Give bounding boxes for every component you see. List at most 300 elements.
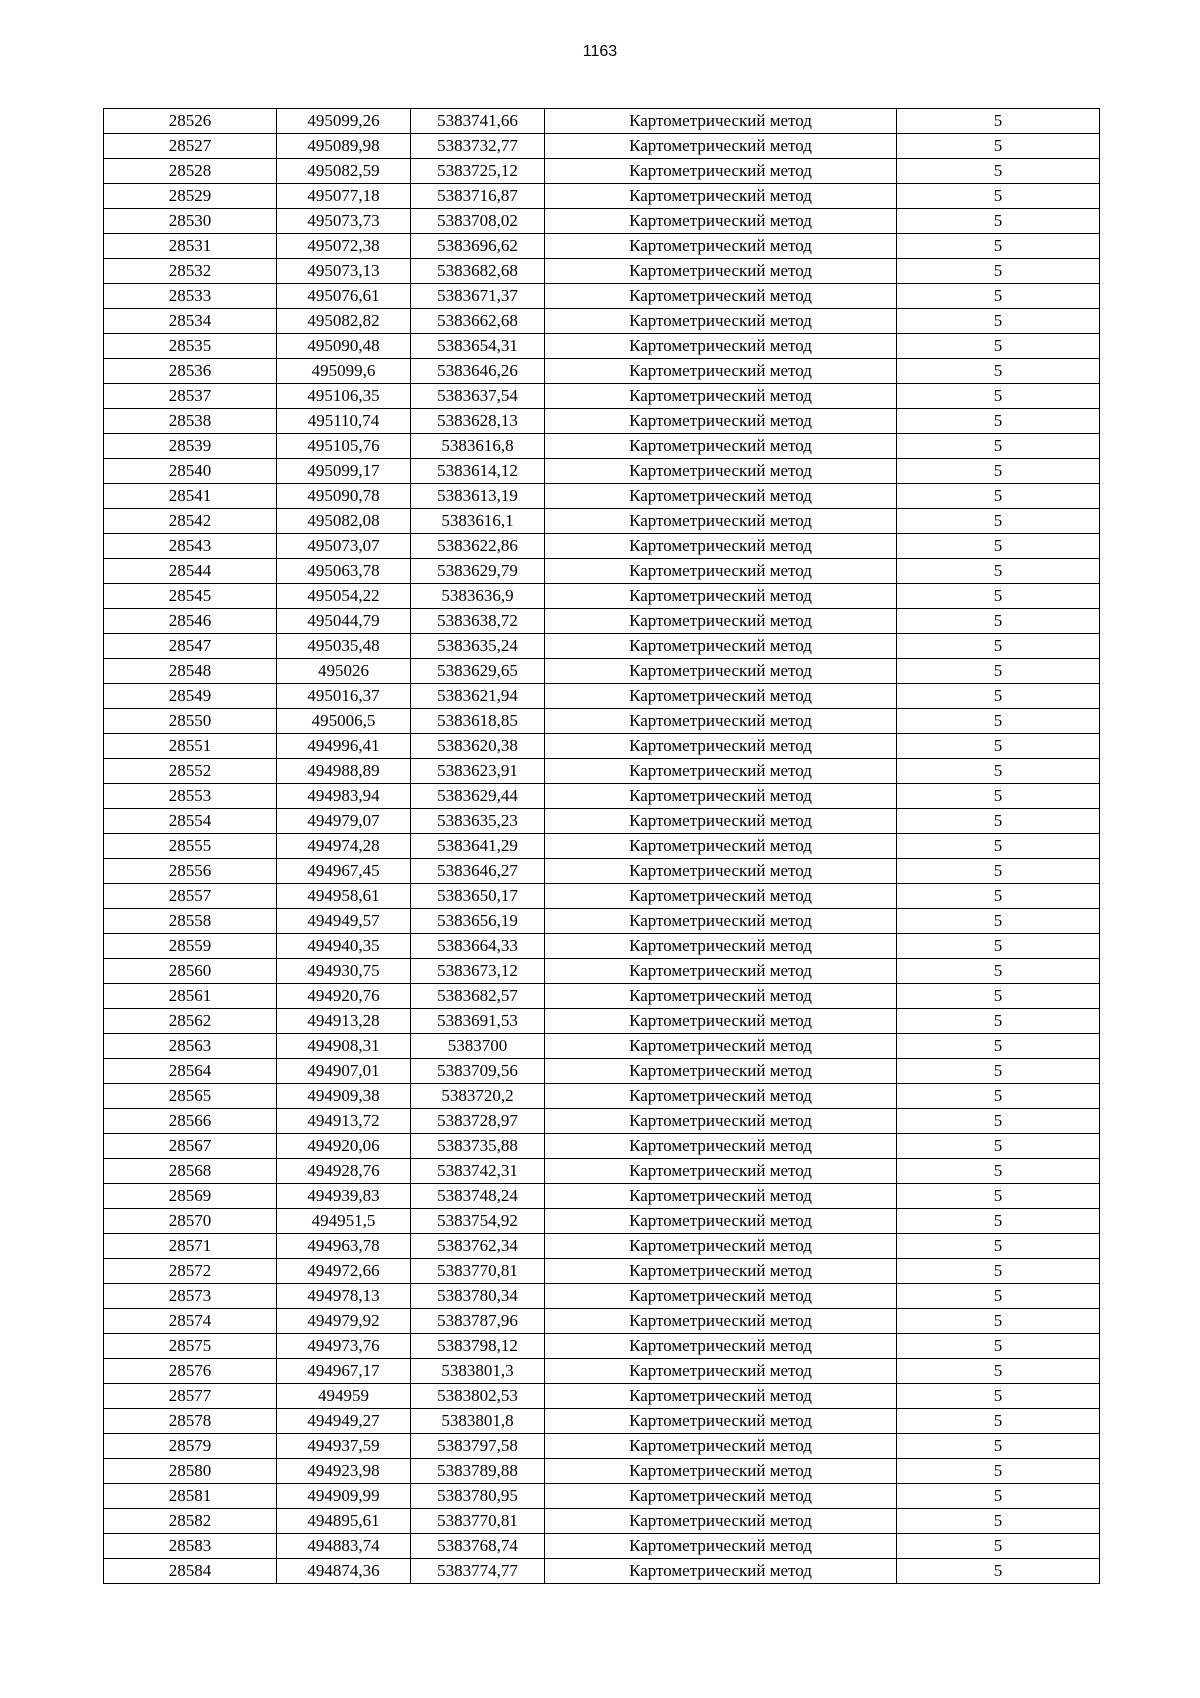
precision-cell: 5 (897, 109, 1100, 134)
x-coordinate-cell: 494974,28 (277, 834, 411, 859)
precision-cell: 5 (897, 359, 1100, 384)
point-number-cell: 28575 (104, 1334, 277, 1359)
table-row (104, 359, 1100, 384)
x-coordinate-cell: 494979,92 (277, 1309, 411, 1334)
method-cell: Картометрический метод (545, 1034, 897, 1059)
point-number-cell: 28560 (104, 959, 277, 984)
precision-cell: 5 (897, 1284, 1100, 1309)
table-row (104, 1084, 1100, 1109)
point-number-cell: 28549 (104, 684, 277, 709)
x-coordinate-cell: 494909,38 (277, 1084, 411, 1109)
page-number: 1163 (582, 43, 618, 60)
point-number-cell: 28554 (104, 809, 277, 834)
point-number-cell: 28548 (104, 659, 277, 684)
table-row (104, 884, 1100, 909)
y-coordinate-cell: 5383629,79 (411, 559, 545, 584)
x-coordinate-cell: 495063,78 (277, 559, 411, 584)
table-row (104, 559, 1100, 584)
method-cell: Картометрический метод (545, 259, 897, 284)
x-coordinate-cell: 494895,61 (277, 1509, 411, 1534)
x-coordinate-cell: 494928,76 (277, 1159, 411, 1184)
point-number-cell: 28571 (104, 1234, 277, 1259)
x-coordinate-cell: 495089,98 (277, 134, 411, 159)
table-row (104, 484, 1100, 509)
precision-cell: 5 (897, 809, 1100, 834)
x-coordinate-cell: 494979,07 (277, 809, 411, 834)
precision-cell: 5 (897, 759, 1100, 784)
method-cell: Картометрический метод (545, 1284, 897, 1309)
point-number-cell: 28527 (104, 134, 277, 159)
x-coordinate-cell: 494958,61 (277, 884, 411, 909)
y-coordinate-cell: 5383708,02 (411, 209, 545, 234)
y-coordinate-cell: 5383664,33 (411, 934, 545, 959)
table-row (104, 1034, 1100, 1059)
table-row (104, 1509, 1100, 1534)
method-cell: Картометрический метод (545, 1459, 897, 1484)
point-number-cell: 28538 (104, 409, 277, 434)
table-row (104, 1534, 1100, 1559)
precision-cell: 5 (897, 1034, 1100, 1059)
y-coordinate-cell: 5383671,37 (411, 284, 545, 309)
method-cell: Картометрический метод (545, 859, 897, 884)
point-number-cell: 28578 (104, 1409, 277, 1434)
x-coordinate-cell: 494973,76 (277, 1334, 411, 1359)
precision-cell: 5 (897, 284, 1100, 309)
precision-cell: 5 (897, 184, 1100, 209)
precision-cell: 5 (897, 1459, 1100, 1484)
point-number-cell: 28561 (104, 984, 277, 1009)
precision-cell: 5 (897, 1059, 1100, 1084)
method-cell: Картометрический метод (545, 534, 897, 559)
table-row (104, 209, 1100, 234)
y-coordinate-cell: 5383770,81 (411, 1509, 545, 1534)
table-row (104, 634, 1100, 659)
y-coordinate-cell: 5383646,27 (411, 859, 545, 884)
y-coordinate-cell: 5383741,66 (411, 109, 545, 134)
point-number-cell: 28542 (104, 509, 277, 534)
precision-cell: 5 (897, 984, 1100, 1009)
x-coordinate-cell: 494909,99 (277, 1484, 411, 1509)
precision-cell: 5 (897, 959, 1100, 984)
point-number-cell: 28531 (104, 234, 277, 259)
y-coordinate-cell: 5383637,54 (411, 384, 545, 409)
method-cell: Картометрический метод (545, 909, 897, 934)
y-coordinate-cell: 5383720,2 (411, 1084, 545, 1109)
table-row (104, 609, 1100, 634)
method-cell: Картометрический метод (545, 634, 897, 659)
table-row (104, 784, 1100, 809)
method-cell: Картометрический метод (545, 1134, 897, 1159)
y-coordinate-cell: 5383716,87 (411, 184, 545, 209)
method-cell: Картометрический метод (545, 484, 897, 509)
y-coordinate-cell: 5383613,19 (411, 484, 545, 509)
table-row (104, 384, 1100, 409)
x-coordinate-cell: 495090,78 (277, 484, 411, 509)
y-coordinate-cell: 5383798,12 (411, 1334, 545, 1359)
point-number-cell: 28535 (104, 334, 277, 359)
y-coordinate-cell: 5383662,68 (411, 309, 545, 334)
table-row (104, 959, 1100, 984)
table-row (104, 1359, 1100, 1384)
y-coordinate-cell: 5383700 (411, 1034, 545, 1059)
method-cell: Картометрический метод (545, 234, 897, 259)
table-row (104, 1334, 1100, 1359)
y-coordinate-cell: 5383682,68 (411, 259, 545, 284)
precision-cell: 5 (897, 909, 1100, 934)
point-number-cell: 28550 (104, 709, 277, 734)
point-number-cell: 28552 (104, 759, 277, 784)
y-coordinate-cell: 5383780,34 (411, 1284, 545, 1309)
table-row (104, 809, 1100, 834)
x-coordinate-cell: 495044,79 (277, 609, 411, 634)
table-row (104, 159, 1100, 184)
method-cell: Картометрический метод (545, 834, 897, 859)
x-coordinate-cell: 495099,26 (277, 109, 411, 134)
x-coordinate-cell: 495035,48 (277, 634, 411, 659)
table-row (104, 759, 1100, 784)
point-number-cell: 28568 (104, 1159, 277, 1184)
table-row (104, 659, 1100, 684)
method-cell: Картометрический метод (545, 1509, 897, 1534)
method-cell: Картометрический метод (545, 1259, 897, 1284)
point-number-cell: 28566 (104, 1109, 277, 1134)
y-coordinate-cell: 5383797,58 (411, 1434, 545, 1459)
point-number-cell: 28584 (104, 1559, 277, 1584)
table-row (104, 909, 1100, 934)
table-row (104, 309, 1100, 334)
method-cell: Картометрический метод (545, 1084, 897, 1109)
y-coordinate-cell: 5383682,57 (411, 984, 545, 1009)
point-number-cell: 28555 (104, 834, 277, 859)
point-number-cell: 28532 (104, 259, 277, 284)
x-coordinate-cell: 494923,98 (277, 1459, 411, 1484)
x-coordinate-cell: 494940,35 (277, 934, 411, 959)
table-row (104, 1284, 1100, 1309)
coordinates-table-body (104, 109, 1100, 1584)
point-number-cell: 28540 (104, 459, 277, 484)
x-coordinate-cell: 494908,31 (277, 1034, 411, 1059)
x-coordinate-cell: 495099,17 (277, 459, 411, 484)
method-cell: Картометрический метод (545, 309, 897, 334)
table-row (104, 259, 1100, 284)
table-row (104, 184, 1100, 209)
table-row (104, 859, 1100, 884)
precision-cell: 5 (897, 159, 1100, 184)
method-cell: Картометрический метод (545, 1234, 897, 1259)
x-coordinate-cell: 494913,72 (277, 1109, 411, 1134)
precision-cell: 5 (897, 859, 1100, 884)
precision-cell: 5 (897, 1534, 1100, 1559)
y-coordinate-cell: 5383780,95 (411, 1484, 545, 1509)
y-coordinate-cell: 5383629,44 (411, 784, 545, 809)
method-cell: Картометрический метод (545, 359, 897, 384)
method-cell: Картометрический метод (545, 284, 897, 309)
table-row (104, 684, 1100, 709)
method-cell: Картометрический метод (545, 709, 897, 734)
table-row (104, 1259, 1100, 1284)
x-coordinate-cell: 494988,89 (277, 759, 411, 784)
y-coordinate-cell: 5383768,74 (411, 1534, 545, 1559)
method-cell: Картометрический метод (545, 809, 897, 834)
y-coordinate-cell: 5383635,24 (411, 634, 545, 659)
y-coordinate-cell: 5383696,62 (411, 234, 545, 259)
method-cell: Картометрический метод (545, 509, 897, 534)
point-number-cell: 28534 (104, 309, 277, 334)
point-number-cell: 28530 (104, 209, 277, 234)
x-coordinate-cell: 495105,76 (277, 434, 411, 459)
method-cell: Картометрический метод (545, 1209, 897, 1234)
precision-cell: 5 (897, 1434, 1100, 1459)
x-coordinate-cell: 494967,17 (277, 1359, 411, 1384)
table-row (104, 134, 1100, 159)
method-cell: Картометрический метод (545, 659, 897, 684)
table-row (104, 1209, 1100, 1234)
method-cell: Картометрический метод (545, 559, 897, 584)
method-cell: Картометрический метод (545, 209, 897, 234)
x-coordinate-cell: 495082,82 (277, 309, 411, 334)
y-coordinate-cell: 5383650,17 (411, 884, 545, 909)
x-coordinate-cell: 495082,59 (277, 159, 411, 184)
y-coordinate-cell: 5383636,9 (411, 584, 545, 609)
method-cell: Картометрический метод (545, 459, 897, 484)
y-coordinate-cell: 5383616,8 (411, 434, 545, 459)
precision-cell: 5 (897, 259, 1100, 284)
precision-cell: 5 (897, 434, 1100, 459)
method-cell: Картометрический метод (545, 1009, 897, 1034)
precision-cell: 5 (897, 734, 1100, 759)
y-coordinate-cell: 5383620,38 (411, 734, 545, 759)
method-cell: Картометрический метод (545, 1409, 897, 1434)
precision-cell: 5 (897, 1159, 1100, 1184)
method-cell: Картометрический метод (545, 1384, 897, 1409)
y-coordinate-cell: 5383616,1 (411, 509, 545, 534)
x-coordinate-cell: 494920,76 (277, 984, 411, 1009)
y-coordinate-cell: 5383623,91 (411, 759, 545, 784)
y-coordinate-cell: 5383691,53 (411, 1009, 545, 1034)
table-row (104, 1309, 1100, 1334)
table-row (104, 1184, 1100, 1209)
x-coordinate-cell: 494967,45 (277, 859, 411, 884)
table-row (104, 459, 1100, 484)
point-number-cell: 28580 (104, 1459, 277, 1484)
table-row (104, 434, 1100, 459)
precision-cell: 5 (897, 584, 1100, 609)
method-cell: Картометрический метод (545, 1109, 897, 1134)
x-coordinate-cell: 494939,83 (277, 1184, 411, 1209)
precision-cell: 5 (897, 1359, 1100, 1384)
table-row (104, 934, 1100, 959)
method-cell: Картометрический метод (545, 1534, 897, 1559)
point-number-cell: 28573 (104, 1284, 277, 1309)
point-number-cell: 28553 (104, 784, 277, 809)
method-cell: Картометрический метод (545, 734, 897, 759)
x-coordinate-cell: 494983,94 (277, 784, 411, 809)
point-number-cell: 28536 (104, 359, 277, 384)
y-coordinate-cell: 5383646,26 (411, 359, 545, 384)
point-number-cell: 28539 (104, 434, 277, 459)
x-coordinate-cell: 494978,13 (277, 1284, 411, 1309)
point-number-cell: 28570 (104, 1209, 277, 1234)
method-cell: Картометрический метод (545, 1059, 897, 1084)
table-row (104, 1009, 1100, 1034)
x-coordinate-cell: 494972,66 (277, 1259, 411, 1284)
method-cell: Картометрический метод (545, 1434, 897, 1459)
x-coordinate-cell: 495054,22 (277, 584, 411, 609)
table-row (104, 734, 1100, 759)
method-cell: Картометрический метод (545, 134, 897, 159)
precision-cell: 5 (897, 134, 1100, 159)
table-row (104, 1159, 1100, 1184)
point-number-cell: 28569 (104, 1184, 277, 1209)
precision-cell: 5 (897, 884, 1100, 909)
x-coordinate-cell: 495026 (277, 659, 411, 684)
x-coordinate-cell: 494883,74 (277, 1534, 411, 1559)
point-number-cell: 28567 (104, 1134, 277, 1159)
precision-cell: 5 (897, 1009, 1100, 1034)
method-cell: Картометрический метод (545, 1159, 897, 1184)
point-number-cell: 28528 (104, 159, 277, 184)
y-coordinate-cell: 5383673,12 (411, 959, 545, 984)
table-row (104, 984, 1100, 1009)
point-number-cell: 28559 (104, 934, 277, 959)
precision-cell: 5 (897, 234, 1100, 259)
table-row (104, 709, 1100, 734)
precision-cell: 5 (897, 684, 1100, 709)
y-coordinate-cell: 5383801,3 (411, 1359, 545, 1384)
table-row (104, 1234, 1100, 1259)
method-cell: Картометрический метод (545, 1309, 897, 1334)
y-coordinate-cell: 5383638,72 (411, 609, 545, 634)
precision-cell: 5 (897, 709, 1100, 734)
method-cell: Картометрический метод (545, 684, 897, 709)
y-coordinate-cell: 5383635,23 (411, 809, 545, 834)
precision-cell: 5 (897, 1234, 1100, 1259)
point-number-cell: 28579 (104, 1434, 277, 1459)
x-coordinate-cell: 495073,13 (277, 259, 411, 284)
precision-cell: 5 (897, 609, 1100, 634)
point-number-cell: 28546 (104, 609, 277, 634)
x-coordinate-cell: 495106,35 (277, 384, 411, 409)
y-coordinate-cell: 5383742,31 (411, 1159, 545, 1184)
x-coordinate-cell: 494949,27 (277, 1409, 411, 1434)
x-coordinate-cell: 495110,74 (277, 409, 411, 434)
y-coordinate-cell: 5383754,92 (411, 1209, 545, 1234)
y-coordinate-cell: 5383789,88 (411, 1459, 545, 1484)
method-cell: Картометрический метод (545, 334, 897, 359)
table-row (104, 509, 1100, 534)
y-coordinate-cell: 5383618,85 (411, 709, 545, 734)
x-coordinate-cell: 495016,37 (277, 684, 411, 709)
precision-cell: 5 (897, 459, 1100, 484)
precision-cell: 5 (897, 209, 1100, 234)
x-coordinate-cell: 495006,5 (277, 709, 411, 734)
point-number-cell: 28529 (104, 184, 277, 209)
precision-cell: 5 (897, 1559, 1100, 1584)
point-number-cell: 28581 (104, 1484, 277, 1509)
method-cell: Картометрический метод (545, 1484, 897, 1509)
y-coordinate-cell: 5383774,77 (411, 1559, 545, 1584)
y-coordinate-cell: 5383735,88 (411, 1134, 545, 1159)
table-row (104, 409, 1100, 434)
precision-cell: 5 (897, 1384, 1100, 1409)
x-coordinate-cell: 495076,61 (277, 284, 411, 309)
precision-cell: 5 (897, 834, 1100, 859)
precision-cell: 5 (897, 1484, 1100, 1509)
method-cell: Картометрический метод (545, 159, 897, 184)
y-coordinate-cell: 5383802,53 (411, 1384, 545, 1409)
table-row (104, 1134, 1100, 1159)
precision-cell: 5 (897, 1409, 1100, 1434)
y-coordinate-cell: 5383614,12 (411, 459, 545, 484)
method-cell: Картометрический метод (545, 984, 897, 1009)
table-row (104, 1434, 1100, 1459)
x-coordinate-cell: 495072,38 (277, 234, 411, 259)
point-number-cell: 28562 (104, 1009, 277, 1034)
table-row (104, 284, 1100, 309)
table-row (104, 1059, 1100, 1084)
point-number-cell: 28558 (104, 909, 277, 934)
y-coordinate-cell: 5383709,56 (411, 1059, 545, 1084)
point-number-cell: 28574 (104, 1309, 277, 1334)
x-coordinate-cell: 495099,6 (277, 359, 411, 384)
point-number-cell: 28563 (104, 1034, 277, 1059)
point-number-cell: 28533 (104, 284, 277, 309)
point-number-cell: 28565 (104, 1084, 277, 1109)
table-row (104, 584, 1100, 609)
point-number-cell: 28537 (104, 384, 277, 409)
table-row (104, 234, 1100, 259)
x-coordinate-cell: 494913,28 (277, 1009, 411, 1034)
x-coordinate-cell: 494937,59 (277, 1434, 411, 1459)
precision-cell: 5 (897, 1309, 1100, 1334)
method-cell: Картометрический метод (545, 959, 897, 984)
point-number-cell: 28526 (104, 109, 277, 134)
table-row (104, 534, 1100, 559)
table-row (104, 334, 1100, 359)
table-row (104, 1109, 1100, 1134)
method-cell: Картометрический метод (545, 1184, 897, 1209)
precision-cell: 5 (897, 634, 1100, 659)
method-cell: Картометрический метод (545, 384, 897, 409)
y-coordinate-cell: 5383748,24 (411, 1184, 545, 1209)
precision-cell: 5 (897, 1509, 1100, 1534)
precision-cell: 5 (897, 1084, 1100, 1109)
precision-cell: 5 (897, 559, 1100, 584)
precision-cell: 5 (897, 784, 1100, 809)
point-number-cell: 28551 (104, 734, 277, 759)
point-number-cell: 28576 (104, 1359, 277, 1384)
table-row (104, 834, 1100, 859)
point-number-cell: 28547 (104, 634, 277, 659)
precision-cell: 5 (897, 1134, 1100, 1159)
point-number-cell: 28557 (104, 884, 277, 909)
method-cell: Картометрический метод (545, 759, 897, 784)
table-row (104, 1459, 1100, 1484)
precision-cell: 5 (897, 1184, 1100, 1209)
y-coordinate-cell: 5383728,97 (411, 1109, 545, 1134)
y-coordinate-cell: 5383732,77 (411, 134, 545, 159)
x-coordinate-cell: 494907,01 (277, 1059, 411, 1084)
point-number-cell: 28577 (104, 1384, 277, 1409)
precision-cell: 5 (897, 384, 1100, 409)
y-coordinate-cell: 5383787,96 (411, 1309, 545, 1334)
x-coordinate-cell: 495090,48 (277, 334, 411, 359)
point-number-cell: 28556 (104, 859, 277, 884)
point-number-cell: 28572 (104, 1259, 277, 1284)
x-coordinate-cell: 494949,57 (277, 909, 411, 934)
x-coordinate-cell: 494996,41 (277, 734, 411, 759)
point-number-cell: 28544 (104, 559, 277, 584)
